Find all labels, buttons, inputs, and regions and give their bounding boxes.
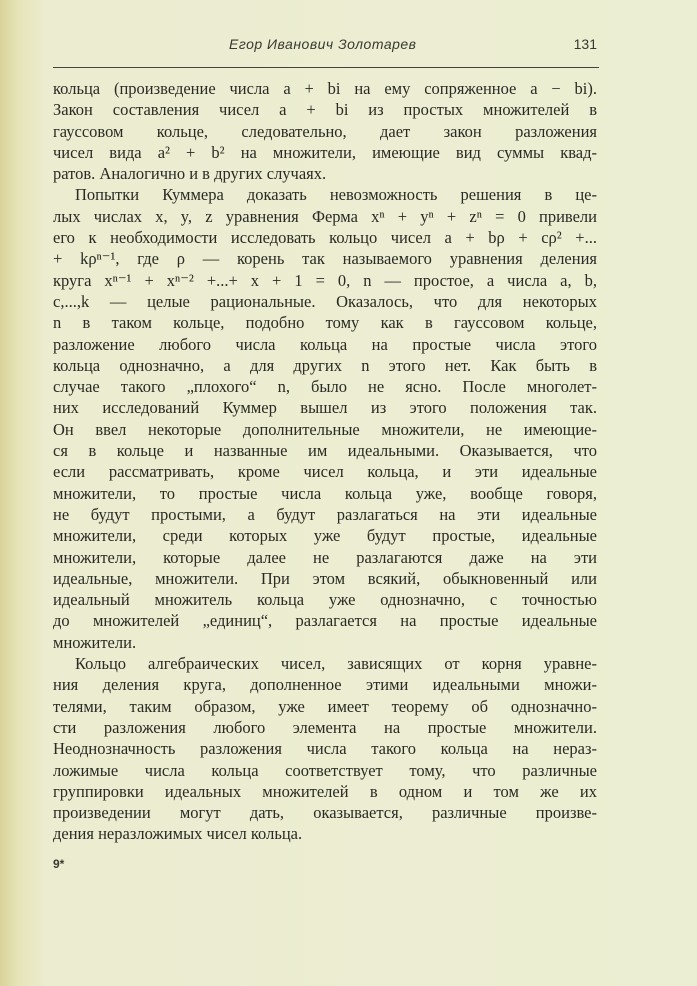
text-line: чисел вида a² + b² на множители, имеющие вид суммы квад- (53, 142, 597, 162)
text-line: до множителей „единиц“, разлагается на простые идеальные (53, 611, 597, 631)
text-line: ния деления круга, дополненное этими идеальными множи- (53, 675, 597, 695)
page-number: 131 (573, 36, 597, 52)
text-line: ратов. Аналогично и в других случаях. (53, 164, 327, 184)
running-header (53, 36, 597, 58)
text-line: Закон составления чисел a + bi из простых множителей в (53, 100, 597, 120)
text-line: случае такого „плохого“ n, было не ясно. После многолет- (53, 377, 597, 397)
text-line: + kρⁿ⁻¹, где ρ — корень так называемого уравнения деления (53, 249, 597, 269)
text-line: Попытки Куммера доказать невозможность решения в це- (75, 185, 597, 205)
text-line: произведении могут дать, оказывается, различные произве- (53, 803, 597, 823)
text-line: группировки идеальных множителей в одном и том же их (53, 781, 597, 801)
text-line: его к необходимости исследовать кольцо чисел a + bρ + cρ² +... (53, 228, 597, 248)
text-line: если рассматривать, кроме чисел кольца, и эти идеальные (53, 462, 597, 482)
text-line: гауссовом кольце, следовательно, дает закон разложения (53, 121, 597, 141)
text-line: кольца однозначно, а для других n этого нет. Как быть в (53, 355, 597, 375)
text-line: множители, то простые числа кольца уже, вообще говоря, (53, 483, 597, 503)
signature-mark: 9* (53, 857, 65, 871)
text-line: не будут простыми, а будут разлагаться на эти идеальные (53, 504, 597, 524)
text-line: сти разложения любого элемента на простые множители. (53, 717, 597, 737)
text-line: ся в кольце и названные им идеальными. Оказывается, что (53, 441, 597, 461)
text-line: множители. (53, 632, 137, 652)
text-line: c,...,k — целые рациональные. Оказалось, что для некоторых (53, 291, 597, 311)
text-line: Кольцо алгебраических чисел, зависящих от корня уравне- (75, 654, 597, 674)
text-line: них исследований Куммер вышел из этого положения так. (53, 398, 597, 418)
body-text (53, 78, 597, 845)
text-line: Неоднозначность разложения числа такого кольца на нераз- (53, 739, 597, 759)
text-line: дения неразложимых чисел кольца. (53, 824, 303, 844)
text-line: лых числах x, y, z уравнения Ферма xⁿ + yⁿ + zⁿ = 0 привели (53, 206, 597, 226)
text-line: Он ввел некоторые дополнительные множители, не имеющие- (53, 419, 597, 439)
text-line: идеальные, множители. При этом всякий, обыкновенный или (53, 568, 597, 588)
text-line: круга xⁿ⁻¹ + xⁿ⁻² +...+ x + 1 = 0, n — простое, а числа a, b, (53, 270, 597, 290)
text-line: кольца (произведение числа a + bi на ему сопряженное a − bi). (53, 79, 597, 98)
text-line: разложение любого числа кольца на простые числа этого (53, 334, 597, 354)
text-line: телями, таким образом, уже имеет теорему об однозначно- (53, 696, 597, 716)
text-line: идеальный множитель кольца уже однозначно, с точностью (53, 590, 597, 610)
text-line: множители, среди которых уже будут простые, идеальные (53, 526, 597, 546)
running-title: Егор Иванович Золотарев (229, 36, 417, 52)
text-line: ложимые числа кольца соответствует тому, что различные (53, 760, 597, 780)
text-line: множители, которые далее не разлагаются даже на эти (53, 547, 597, 567)
text-line: n в таком кольце, подобно тому как в гауссовом кольце, (53, 313, 597, 333)
header-rule (53, 67, 599, 68)
